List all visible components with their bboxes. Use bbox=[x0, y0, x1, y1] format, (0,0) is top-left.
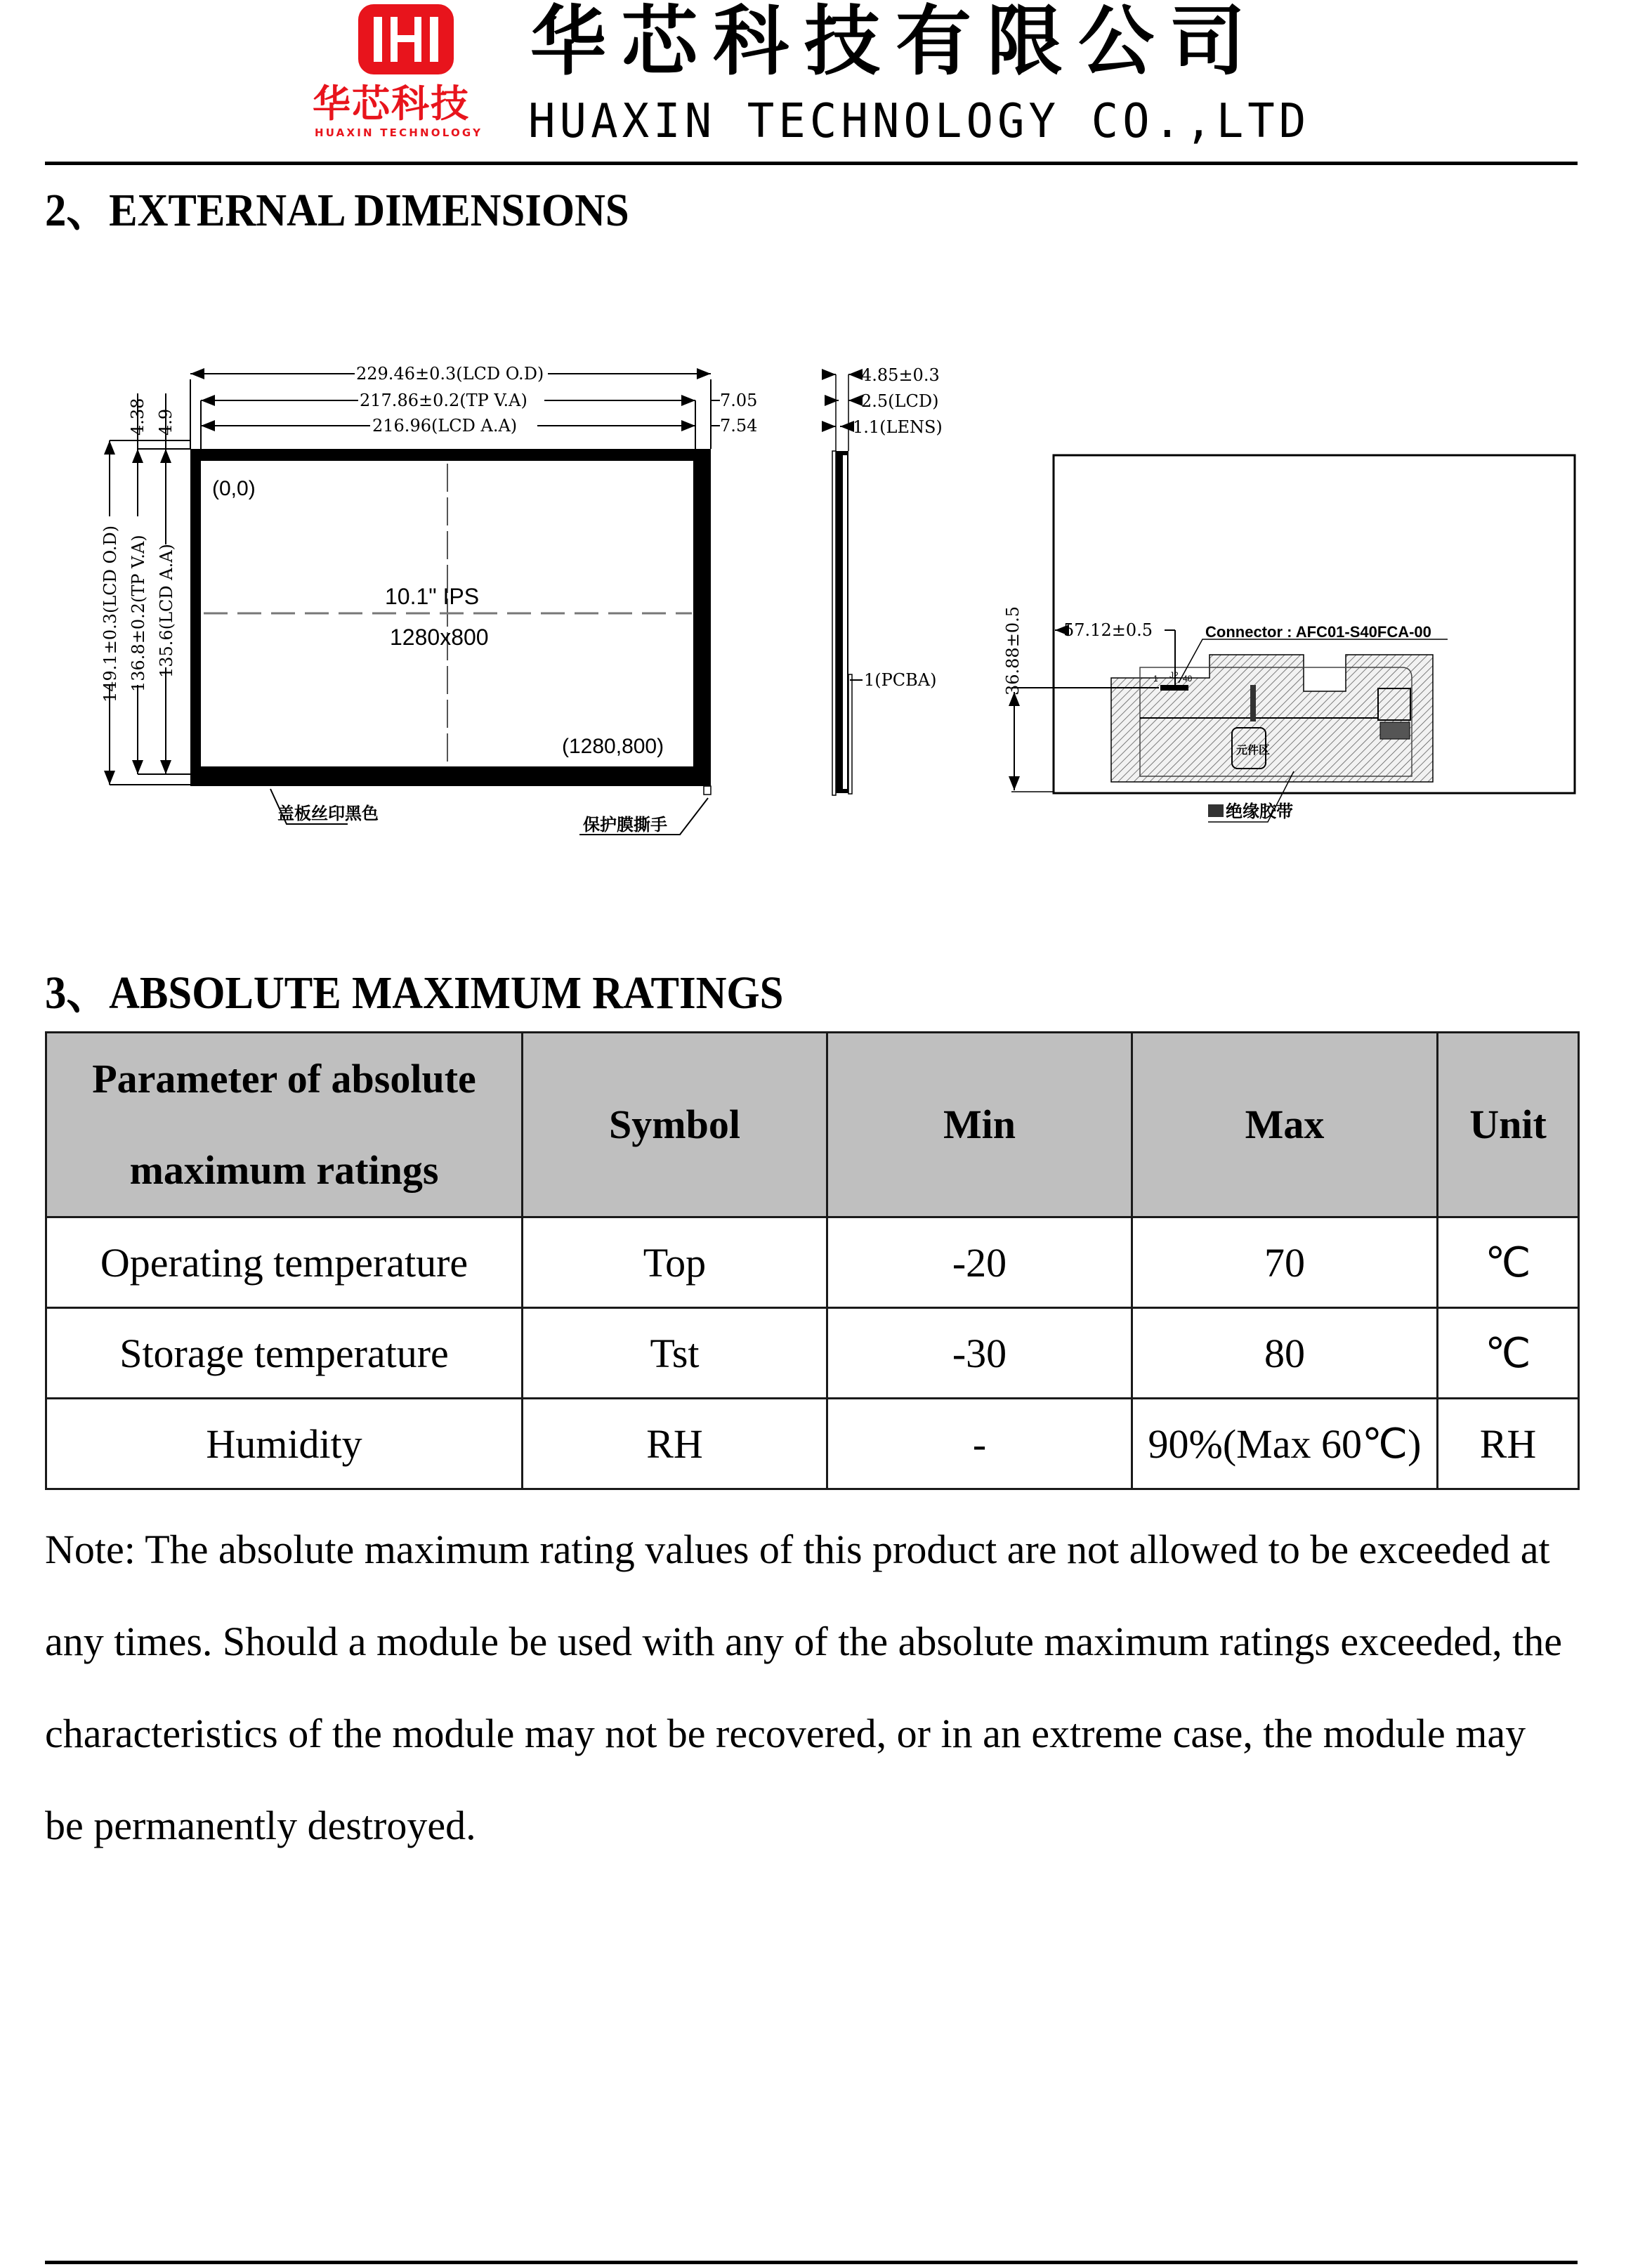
cell-parameter: Operating temperature bbox=[46, 1217, 523, 1308]
callout-cover-print-black: 盖板丝印黑色 bbox=[277, 804, 379, 823]
dim-tp-va-height: 136.8±0.2(TP V.A) bbox=[129, 535, 148, 692]
header-max: Max bbox=[1132, 1033, 1438, 1217]
note-line: Note: The absolute maximum rating values of this product are not allowed to be exceeded at bbox=[45, 1527, 1550, 1572]
header-divider bbox=[45, 162, 1578, 165]
company-name-english: HUAXIN TECHNOLOGY CO.,LTD bbox=[528, 94, 1311, 149]
back-dim-horizontal: 57.12±0.5 bbox=[1063, 620, 1153, 640]
side-view bbox=[823, 365, 943, 795]
side-dim-pcba: 1(PCBA) bbox=[864, 670, 937, 690]
section-heading-external-dimensions: 2、EXTERNAL DIMENSIONS bbox=[45, 185, 629, 236]
side-dim-lcd: 2.5(LCD) bbox=[861, 391, 939, 411]
dim-right-lcd: 7.54 bbox=[720, 416, 758, 436]
note-line: characteristics of the module may not be recovered, or in an extreme case, the module may bbox=[45, 1711, 1526, 1756]
cell-min: - bbox=[827, 1399, 1132, 1489]
absolute-maximum-ratings-table bbox=[45, 1031, 1580, 1490]
company-name-chinese: 华芯科技有限公司 bbox=[530, 0, 1261, 86]
dim-top-tp: 4.38 bbox=[128, 398, 148, 436]
screen-size-label: 10.1" IPS bbox=[385, 584, 480, 609]
cell-parameter: Storage temperature bbox=[46, 1308, 523, 1399]
back-dim-vertical: 36.88±0.5 bbox=[1003, 606, 1023, 695]
external-dimensions-drawing bbox=[0, 351, 1652, 857]
header-unit: Unit bbox=[1438, 1033, 1579, 1217]
cell-unit: ℃ bbox=[1438, 1308, 1579, 1399]
dim-tp-va-width: 217.86±0.2(TP V.A) bbox=[360, 391, 527, 410]
table-header-row bbox=[46, 1033, 1579, 1217]
resolution-label: 1280x800 bbox=[390, 625, 489, 650]
front-view bbox=[100, 364, 757, 835]
cell-max: 90%(Max 60℃) bbox=[1132, 1399, 1438, 1489]
cell-max: 70 bbox=[1132, 1217, 1438, 1308]
dim-lcd-aa-width: 216.96(LCD A.A) bbox=[372, 416, 518, 436]
insulation-tape-swatch bbox=[1208, 804, 1224, 817]
cell-symbol: Tst bbox=[523, 1308, 827, 1399]
huaxin-hi-logo-icon bbox=[358, 4, 454, 74]
origin-label: (0,0) bbox=[212, 477, 256, 500]
cell-symbol: RH bbox=[523, 1399, 827, 1489]
logo-english-text: HUAXIN TECHNOLOGY bbox=[315, 126, 483, 139]
dim-right-tp: 7.05 bbox=[720, 391, 758, 410]
header-min: Min bbox=[827, 1033, 1132, 1217]
table-row bbox=[46, 1399, 1579, 1489]
component-area-label: 元件区 bbox=[1236, 743, 1271, 757]
cell-parameter: Humidity bbox=[46, 1399, 523, 1489]
ratings-note bbox=[45, 1503, 1583, 1871]
dim-lcd-aa-height: 135.6(LCD A.A) bbox=[157, 544, 176, 678]
connector-part-label: Connector : AFC01-S40FCA-00 bbox=[1205, 623, 1431, 641]
header-parameter bbox=[46, 1033, 523, 1217]
connector-ref-label: J2 bbox=[1169, 670, 1179, 680]
dim-lcd-od-height: 149.1±0.3(LCD O.D) bbox=[100, 525, 120, 703]
connector-j2 bbox=[1160, 685, 1188, 691]
cell-max: 80 bbox=[1132, 1308, 1438, 1399]
note-line: be permanently destroyed. bbox=[45, 1803, 476, 1848]
callout-protective-film-tab: 保护膜撕手 bbox=[583, 815, 667, 835]
table-row bbox=[46, 1217, 1579, 1308]
header-parameter-line2: maximum ratings bbox=[129, 1147, 439, 1193]
note-line: any times. Should a module be used with any of the absolute maximum ratings exceeded, the bbox=[45, 1619, 1562, 1664]
dim-top-lcd: 4.9 bbox=[156, 408, 176, 436]
insulation-tape-label: 绝缘胶带 bbox=[1226, 802, 1293, 821]
cell-min: -30 bbox=[827, 1308, 1132, 1399]
back-view bbox=[1003, 455, 1575, 822]
section-heading-absolute-maximum-ratings: 3、ABSOLUTE MAXIMUM RATINGS bbox=[45, 967, 784, 1019]
cell-min: -20 bbox=[827, 1217, 1132, 1308]
cell-symbol: Top bbox=[523, 1217, 827, 1308]
pin-first-label: 1 bbox=[1153, 674, 1158, 684]
table-row bbox=[46, 1308, 1579, 1399]
logo-chinese-text: 华芯科技 bbox=[313, 81, 470, 126]
end-coordinate-label: (1280,800) bbox=[562, 735, 664, 758]
side-dim-lens: 1.1(LENS) bbox=[853, 417, 943, 437]
header-parameter-line1: Parameter of absolute bbox=[92, 1056, 476, 1102]
pin-last-label: 40 bbox=[1183, 674, 1193, 684]
side-dim-total-thickness: 4.85±0.3 bbox=[861, 365, 940, 385]
cell-unit: RH bbox=[1438, 1399, 1579, 1489]
header-symbol: Symbol bbox=[523, 1033, 827, 1217]
cell-unit: ℃ bbox=[1438, 1217, 1579, 1308]
dim-lcd-od-width: 229.46±0.3(LCD O.D) bbox=[356, 364, 544, 384]
footer-divider bbox=[45, 2261, 1578, 2264]
